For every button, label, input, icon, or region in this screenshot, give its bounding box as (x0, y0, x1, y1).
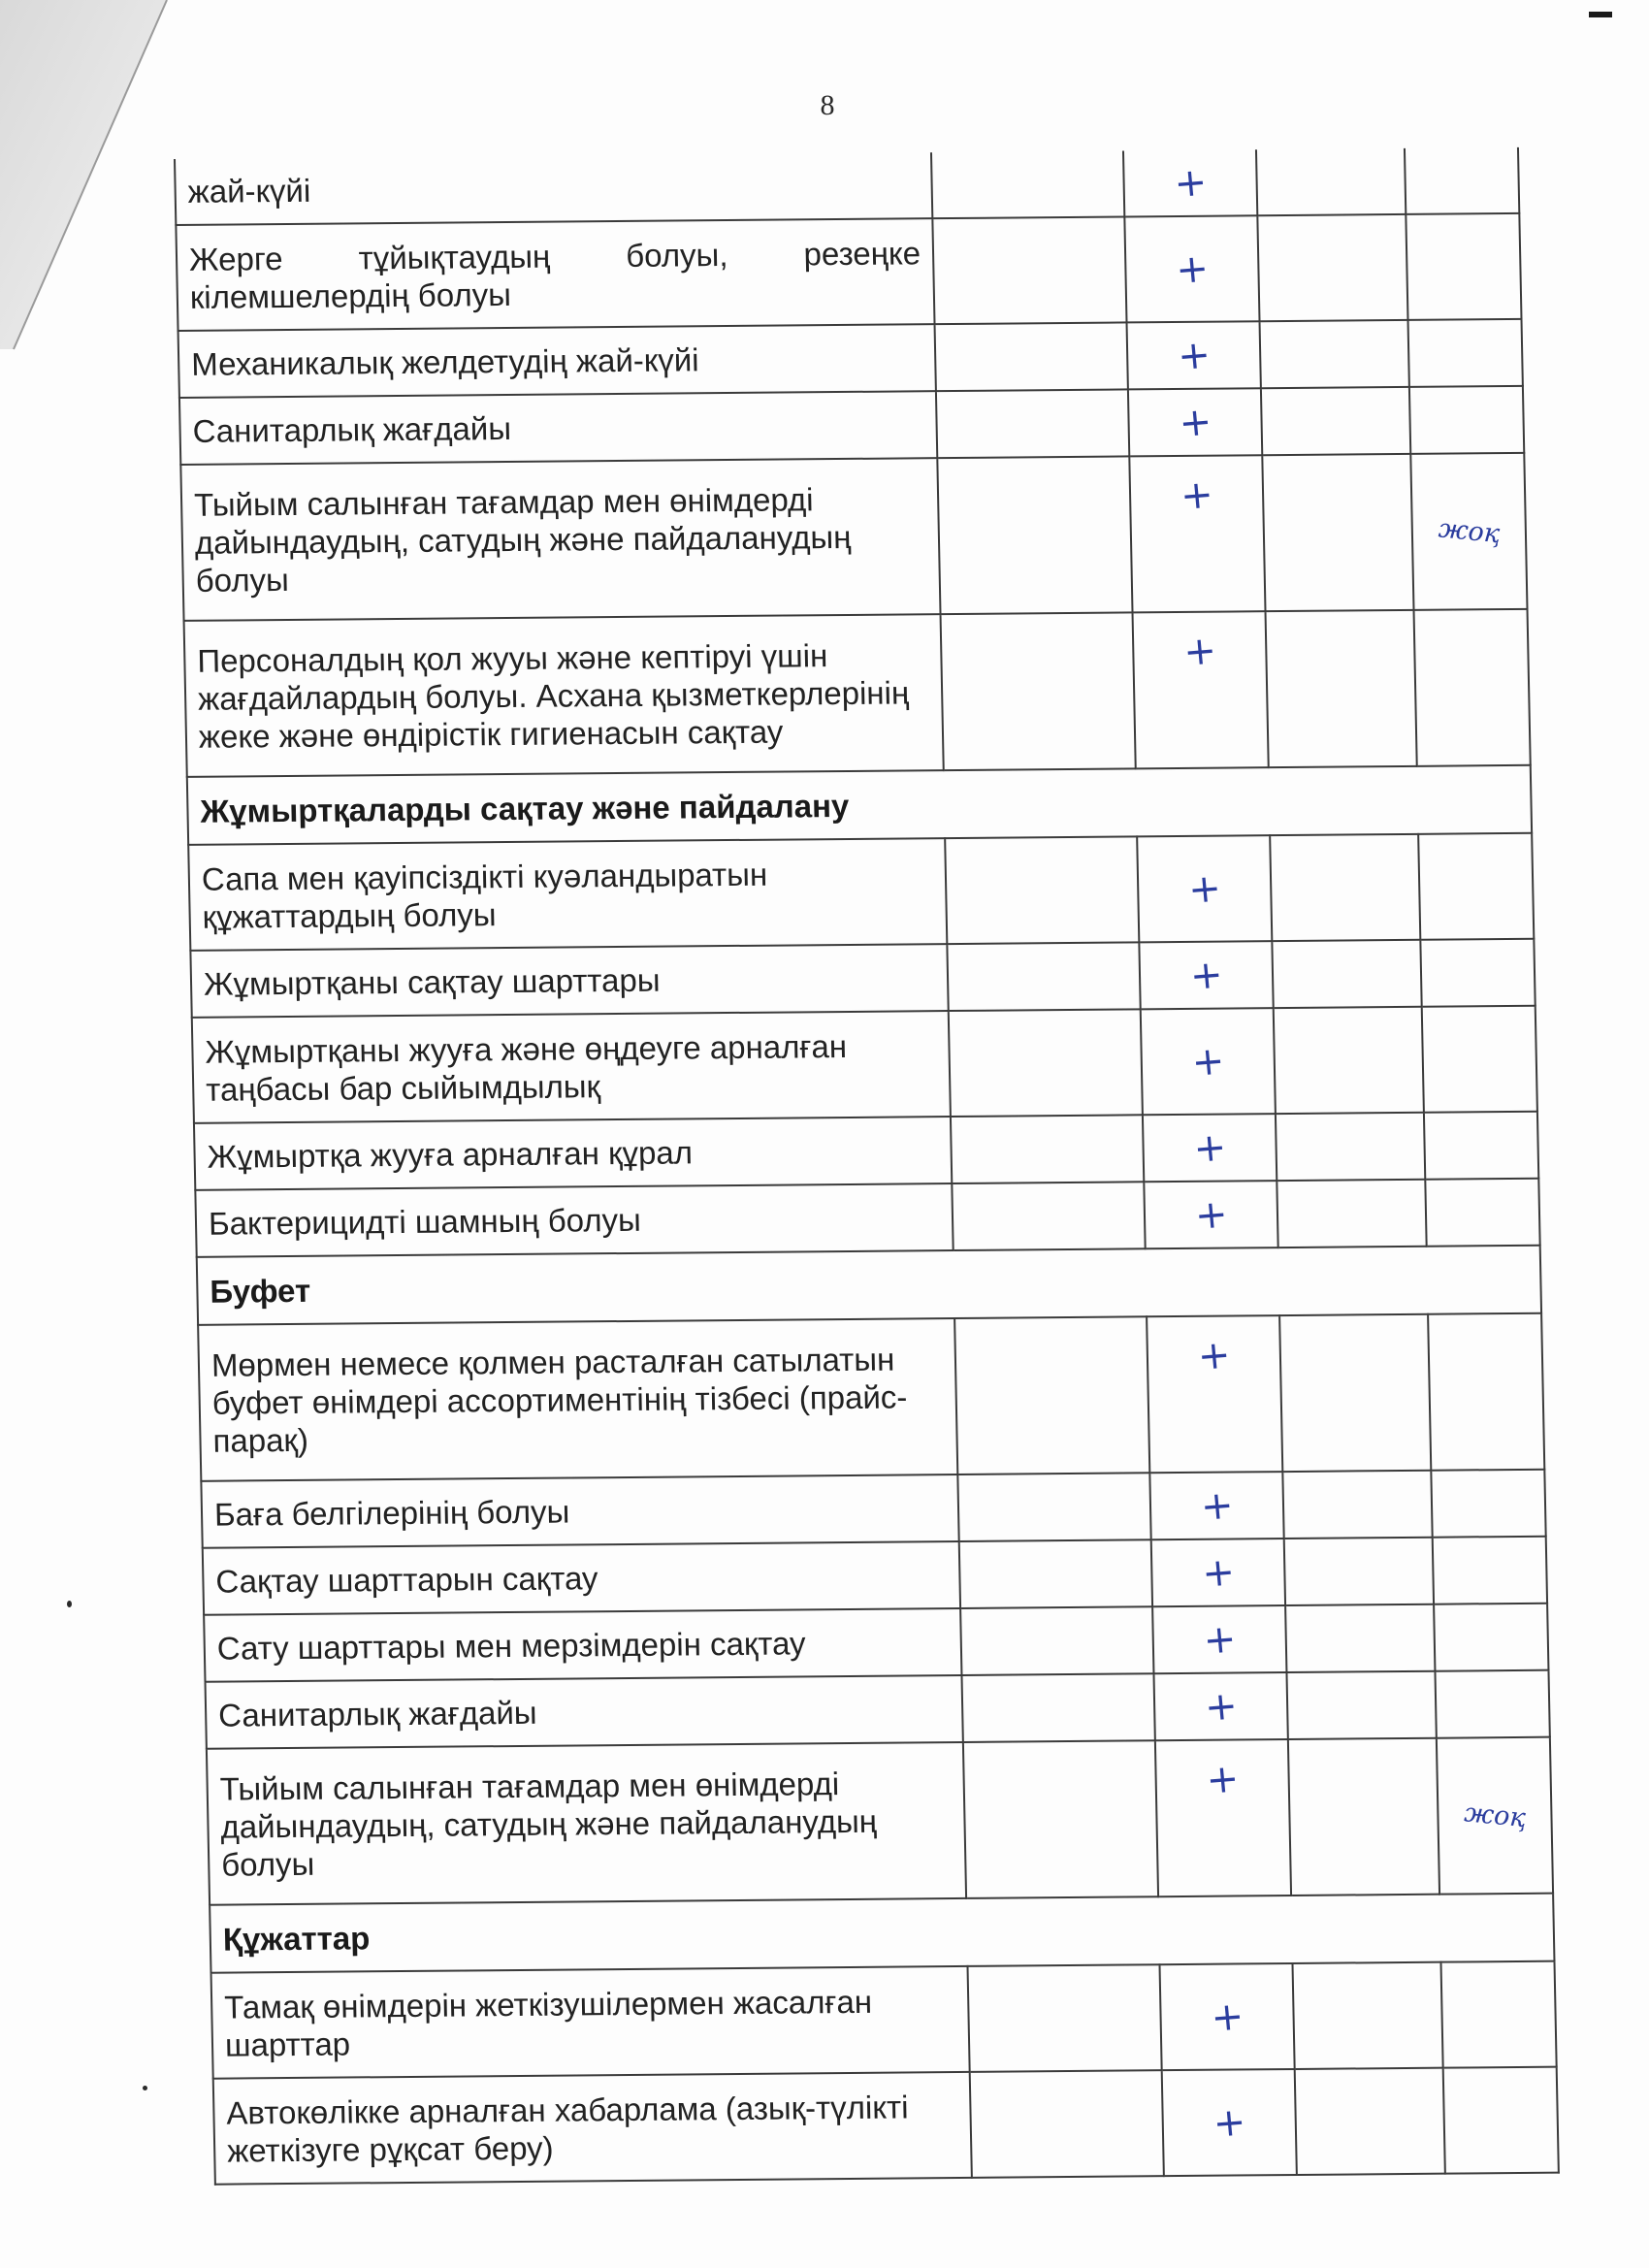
item-text-line: болуы (195, 561, 290, 599)
handwritten-plus-mark: + (1175, 332, 1212, 379)
empty-cell (963, 1740, 1158, 1898)
table-row (180, 453, 1527, 621)
note-cell (1424, 1112, 1538, 1180)
handwritten-plus-mark: + (1204, 1756, 1241, 1803)
table-row (203, 1537, 1547, 1615)
empty-cell (1261, 387, 1410, 455)
empty-cell (1284, 1538, 1434, 1605)
item-text-line: Сапа мен қауіпсіздікті куәландыратын (201, 856, 768, 897)
item-description-cell (188, 838, 947, 951)
mark-cell (1151, 1539, 1285, 1606)
scan-artifact-dot (67, 1601, 72, 1607)
handwritten-plus-mark: + (1189, 1037, 1227, 1085)
table-row (190, 939, 1535, 1018)
item-text-line: буфет өнімдері ассортиментінің тізбесі (прайс- (211, 1378, 908, 1421)
item-text-line: шарттар (224, 2025, 351, 2063)
item-text-line: дайындаудың, сатудың және пайдаланудың (220, 1802, 878, 1845)
empty-cell (932, 216, 1126, 324)
empty-cell (1292, 1962, 1442, 2069)
note-cell (1440, 1961, 1556, 2068)
item-text-line: Жұмыртқа жууға арналған құрал (207, 1134, 694, 1175)
table-row (207, 1737, 1553, 1905)
item-text-line: Сату шарттары мен мерзімдерін сақтау (216, 1625, 806, 1667)
table-row (213, 2067, 1559, 2185)
handwritten-note: жоқ (1463, 1797, 1527, 1833)
table-row (198, 1313, 1544, 1481)
handwritten-note: жоқ (1437, 512, 1502, 549)
mark-cell (1128, 388, 1262, 456)
empty-cell (1274, 1007, 1424, 1114)
mark-cell (1149, 1472, 1283, 1539)
note-cell (1443, 2067, 1559, 2174)
empty-cell (1270, 834, 1420, 941)
empty-cell (937, 456, 1132, 614)
item-description-cell (213, 2072, 972, 2185)
table-row (206, 1670, 1550, 1749)
empty-cell (1262, 454, 1413, 611)
table-row (176, 213, 1521, 331)
item-text-line: Бактерицидті шамның болуы (208, 1201, 642, 1242)
mark-cell (1152, 1605, 1286, 1673)
mark-cell (1127, 321, 1261, 389)
table-row (195, 1179, 1539, 1257)
item-text-line: таңбасы бар сыйымдылық (205, 1067, 601, 1108)
table-row (201, 1470, 1545, 1548)
handwritten-plus-mark: + (1209, 1993, 1245, 2041)
item-text-line: Санитарлық жағдайы (192, 409, 512, 449)
note-cell (1418, 833, 1534, 940)
page-fold-shadow (0, 0, 194, 369)
empty-cell (947, 942, 1140, 1011)
note-cell (1428, 1313, 1544, 1471)
mark-cell (1159, 1963, 1294, 2070)
item-description-cell (207, 1742, 966, 1905)
note-cell (1435, 1670, 1549, 1738)
empty-cell (936, 389, 1129, 458)
note-cell (1433, 1537, 1547, 1604)
empty-cell (1279, 1314, 1431, 1472)
empty-cell (952, 1182, 1145, 1250)
section-row (187, 765, 1532, 845)
item-description-cell (194, 1117, 952, 1190)
item-description-cell (195, 1183, 953, 1257)
section-title (210, 1894, 1554, 1973)
note-cell (1425, 1179, 1539, 1247)
item-text-line: Автокөлікке арналған хабарлама (азық-түлікті (226, 2088, 909, 2131)
note-cell (1420, 939, 1535, 1007)
table-row (192, 1006, 1537, 1123)
empty-cell (960, 1606, 1153, 1675)
empty-cell (1286, 1671, 1436, 1739)
empty-cell (1277, 1180, 1426, 1247)
item-text-line: Тамақ өнімдерін жеткізушілермен жасалған (223, 1983, 873, 2025)
handwritten-plus-mark: + (1177, 399, 1213, 446)
item-description-cell (180, 458, 940, 621)
note-cell (1414, 609, 1531, 766)
checklist-table-wrapper (174, 147, 1560, 2186)
table-row (184, 609, 1531, 777)
empty-cell (957, 1473, 1150, 1541)
item-text-line: жеткізуге рұқсат беру) (226, 2129, 554, 2169)
item-description-cell (211, 1966, 970, 2079)
empty-cell (1260, 320, 1409, 388)
handwritten-plus-mark: + (1172, 159, 1209, 207)
item-description-cell (190, 944, 948, 1018)
scan-artifact-dot (143, 2086, 147, 2090)
checklist-table (174, 147, 1560, 2186)
empty-cell (959, 1539, 1152, 1608)
note-cell (1405, 147, 1519, 214)
empty-cell (1257, 214, 1407, 321)
item-description-cell (184, 614, 944, 777)
mark-cell (1141, 1008, 1276, 1115)
mark-cell (1133, 611, 1269, 768)
note-cell (1406, 213, 1521, 320)
section-title-text: Құжаттар (222, 1919, 371, 1958)
item-text-line: Тыйым салынған тағамдар мен өнімдерді (193, 481, 814, 523)
empty-cell (949, 1009, 1143, 1117)
item-text-line: кілемшелердің болуы (189, 275, 512, 315)
table-row (211, 1961, 1557, 2079)
note-cell (1422, 1006, 1537, 1113)
item-description-cell (203, 1541, 960, 1615)
handwritten-plus-mark: + (1178, 471, 1215, 520)
table-row (179, 386, 1524, 465)
empty-cell (945, 836, 1139, 944)
empty-cell (1276, 1113, 1425, 1181)
page-number: 8 (820, 89, 835, 121)
section-title (197, 1246, 1541, 1325)
note-cell (1410, 453, 1527, 610)
item-text-line: Персоналдың қол жууы және кептіруі үшін (197, 637, 828, 679)
item-text-line: құжаттардың болуы (202, 895, 497, 935)
empty-cell (931, 150, 1124, 218)
empty-cell (1256, 148, 1406, 215)
mark-cell (1139, 941, 1273, 1009)
checklist-body (175, 147, 1559, 2185)
empty-cell (1266, 610, 1417, 767)
handwritten-plus-mark: + (1198, 1481, 1236, 1530)
mark-cell (1143, 1114, 1277, 1182)
item-description-cell (178, 324, 936, 398)
note-cell (1431, 1470, 1545, 1538)
section-title-text: Жұмыртқаларды сақтау және пайдалану (200, 787, 850, 829)
item-text-line: Баға белгілерінің болуы (213, 1493, 570, 1533)
table-row (178, 319, 1523, 398)
mark-cell (1147, 1315, 1282, 1473)
handwritten-plus-mark: + (1185, 865, 1223, 913)
handwritten-plus-mark: + (1195, 1332, 1233, 1379)
item-text-line: дайындаудың, сатудың және пайдаланудың (194, 518, 852, 561)
scan-artifact-dash (1589, 12, 1612, 17)
note-cell (1437, 1737, 1553, 1895)
item-text-line: Санитарлық жағдайы (217, 1694, 537, 1733)
empty-cell (968, 1964, 1162, 2072)
section-row (197, 1246, 1541, 1325)
section-title-text: Буфет (210, 1272, 311, 1310)
handwritten-plus-mark: + (1174, 245, 1211, 293)
item-description-cell (175, 152, 932, 225)
item-text-line: Жұмыртқаны жууға және өңдеуге арналған (205, 1027, 848, 1070)
mark-cell (1162, 2069, 1297, 2176)
table-row (188, 833, 1534, 951)
handwritten-plus-mark: + (1181, 628, 1218, 676)
mark-cell (1153, 1672, 1287, 1740)
item-text-line: Мөрмен немесе қолмен расталған сатылатын (210, 1341, 895, 1383)
empty-cell (970, 2070, 1164, 2178)
note-cell (1409, 386, 1524, 454)
section-row (210, 1894, 1554, 1973)
handwritten-plus-mark: + (1187, 952, 1225, 999)
mark-cell (1129, 455, 1265, 612)
item-text-line: Сақтау шарттарын сақтау (215, 1560, 598, 1600)
item-text-line: Тыйым салынған тағамдар мен өнімдерді (219, 1766, 840, 1807)
empty-cell (941, 612, 1136, 770)
handwritten-plus-mark: + (1191, 1123, 1228, 1172)
item-description-cell (192, 1011, 951, 1123)
empty-cell (1272, 940, 1421, 1008)
mark-cell (1137, 835, 1272, 942)
mark-cell (1124, 215, 1259, 322)
item-description-cell (179, 391, 937, 465)
empty-cell (935, 322, 1128, 391)
note-cell (1434, 1604, 1548, 1671)
handwritten-plus-mark: + (1201, 1615, 1239, 1664)
item-description-cell (176, 218, 934, 331)
table-row (204, 1604, 1548, 1682)
empty-cell (1282, 1471, 1432, 1539)
table-row (194, 1112, 1538, 1190)
item-text-line: болуы (220, 1845, 315, 1883)
item-text-line: жеке және өндірістік гигиенасын сақтау (198, 713, 784, 755)
handwritten-plus-mark: + (1202, 1682, 1240, 1731)
note-cell (1408, 319, 1523, 387)
mark-cell (1155, 1739, 1291, 1896)
item-text-line: жай-күйі (187, 172, 311, 210)
empty-cell (951, 1115, 1144, 1183)
empty-cell (954, 1316, 1149, 1474)
item-description-cell (201, 1474, 958, 1548)
table-row (175, 147, 1519, 225)
empty-cell (1288, 1738, 1439, 1895)
section-title (187, 765, 1532, 845)
item-text-line: парақ) (212, 1421, 309, 1459)
mark-cell (1144, 1181, 1277, 1248)
empty-cell (1295, 2068, 1445, 2175)
item-description-cell (198, 1318, 957, 1481)
mark-cell (1123, 149, 1257, 216)
item-description-cell (206, 1675, 963, 1749)
handwritten-plus-mark: + (1192, 1190, 1230, 1239)
empty-cell (961, 1673, 1154, 1742)
item-text-line: Жерге тұйықтаудың болуы, резеңке (188, 234, 922, 277)
handwritten-plus-mark: + (1211, 2098, 1248, 2147)
item-text-line: Механикалық желдетудің жай-күйі (190, 341, 699, 382)
empty-cell (1285, 1604, 1435, 1672)
item-text-line: жағдайлардың болуы. Асхана қызметкерлерінің (197, 674, 910, 717)
item-text-line: Жұмыртқаны сақтау шарттары (203, 961, 661, 1002)
handwritten-plus-mark: + (1200, 1548, 1237, 1597)
item-description-cell (204, 1608, 961, 1682)
